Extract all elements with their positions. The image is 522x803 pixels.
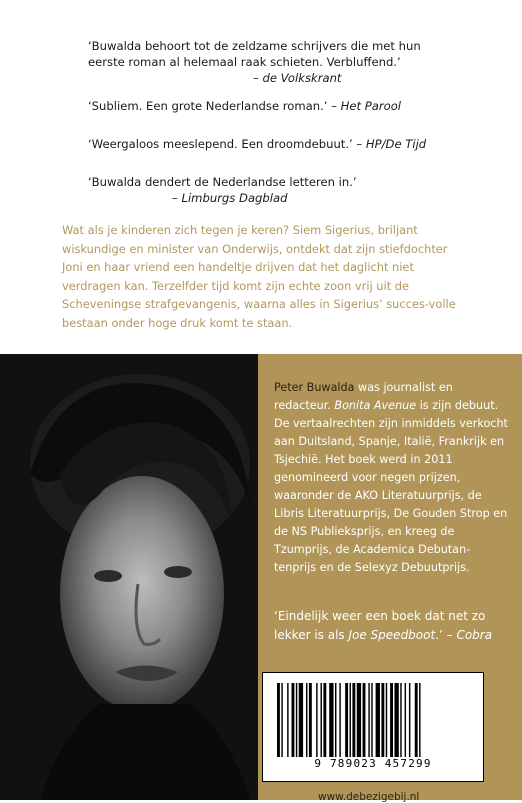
- quote-text: ‘Subliem. Een grote Nederlandse roman.’: [88, 99, 328, 113]
- barcode-bar: [345, 683, 348, 757]
- barcode-bar: [335, 683, 336, 757]
- barcode-bar: [386, 683, 387, 757]
- barcode-bar: [287, 683, 288, 757]
- barcode-bar: [405, 683, 406, 757]
- barcode-bar: [390, 683, 393, 757]
- press-quote: ‘Subliem. Een grote Nederlandse roman.’ – Het Parool: [88, 99, 402, 113]
- quote-source: de Volkskrant: [262, 71, 342, 85]
- barcode-bars: [277, 683, 469, 757]
- quote-source-line: – Limburgs Dagblad: [172, 191, 288, 205]
- quote-source: Limburgs Dagblad: [181, 191, 288, 205]
- quote-source: Het Parool: [340, 99, 402, 113]
- barcode-bar: [419, 683, 420, 757]
- barcode-bar: [394, 683, 398, 757]
- barcode-bar: [376, 683, 380, 757]
- barcode-bar: [309, 683, 312, 757]
- barcode-bar: [363, 683, 366, 757]
- barcode-bar: [368, 683, 369, 757]
- quote-source: HP/De Tijd: [365, 137, 427, 151]
- author-photo: [0, 354, 258, 800]
- isbn-number: 9 789023 457299: [314, 757, 432, 770]
- barcode-bar: [292, 683, 295, 757]
- barcode-bar: [299, 683, 303, 757]
- barcode-bar: [296, 683, 297, 757]
- quote-text: ‘Buwalda behoort tot de zeldzame schrijvers die met hun eerste roman al helemaal raak schieten. Verbluffend.’: [88, 39, 421, 69]
- barcode-bar: [352, 683, 355, 757]
- book-title: Bonita Avenue: [334, 399, 417, 412]
- barcode-bar: [381, 683, 384, 757]
- cobra-quote: ‘Eindelijk weer een boek dat net zo lekker is als Joe Speedboot.’ – Cobra: [274, 609, 493, 642]
- barcode-bar: [409, 683, 410, 757]
- blurb-text: Wat als je kinderen zich tegen je keren? Siem Sigerius, briljant wiskundige en minister van Onderwijs, ontdekt dat zijn stiefdochter Joni en haar vriend een handeltje drijven dat het daglicht niet verdragen kan. Terzelfder tijd komt zijn echte zoon vrij uit de Scheveningse strafgevangenis, waarna alles in Sigerius’ succes-volle bestaan onder hoge druk komt te staan.: [62, 223, 456, 330]
- publisher-website: www.debezigebij.nl: [318, 791, 420, 803]
- barcode-bar: [371, 683, 372, 757]
- press-quote: [88, 38, 448, 86]
- barcode-bar: [329, 683, 333, 757]
- press-quote: ‘Weergaloos meeslepend. Een droomdebuut.’ – HP/De Tijd: [88, 137, 427, 151]
- barcode-bar: [277, 683, 280, 757]
- quote-source-line: – de Volkskrant: [253, 71, 342, 85]
- quotes-panel: [0, 0, 522, 354]
- author-name: Peter Buwalda: [274, 381, 355, 394]
- barcode-bar: [339, 683, 340, 757]
- barcode: [262, 672, 484, 782]
- quote-text: ‘Weergaloos meeslepend. Een droomdebuut.’: [88, 137, 353, 151]
- author-bio: Peter Buwalda was journalist en redacteur. Bonita Avenue is zijn debuut. De vertaalrechten zijn inmiddels verkocht aan Duitsland, Spanje, Italië, Frankrijk en Tsjechië. Het boek werd in 2011 genomineerd voor negen prijzen, waaronder de AKO Literatuurprijs, de Libris Literatuurprijs, De Gouden Strop en de NS Publieksprijs, en kreeg de Tzumprijs, de Academica Debutan-tenprijs en de Selexyz Debuutprijs.: [274, 381, 508, 574]
- barcode-bar: [350, 683, 351, 757]
- press-quote: [88, 174, 448, 206]
- quote-source: Cobra: [456, 628, 493, 642]
- barcode-bar: [400, 683, 401, 757]
- barcode-bar: [306, 683, 307, 757]
- quote-text: ‘Buwalda dendert de Nederlandse letteren in.’: [88, 175, 357, 189]
- author-portrait-image: [0, 354, 258, 800]
- barcode-bar: [357, 683, 361, 757]
- barcode-bar: [321, 683, 322, 757]
- barcode-bar: [415, 683, 418, 757]
- barcode-bar: [316, 683, 317, 757]
- author-info-panel: [258, 354, 522, 803]
- barcode-bar: [323, 683, 326, 757]
- barcode-bar: [281, 683, 282, 757]
